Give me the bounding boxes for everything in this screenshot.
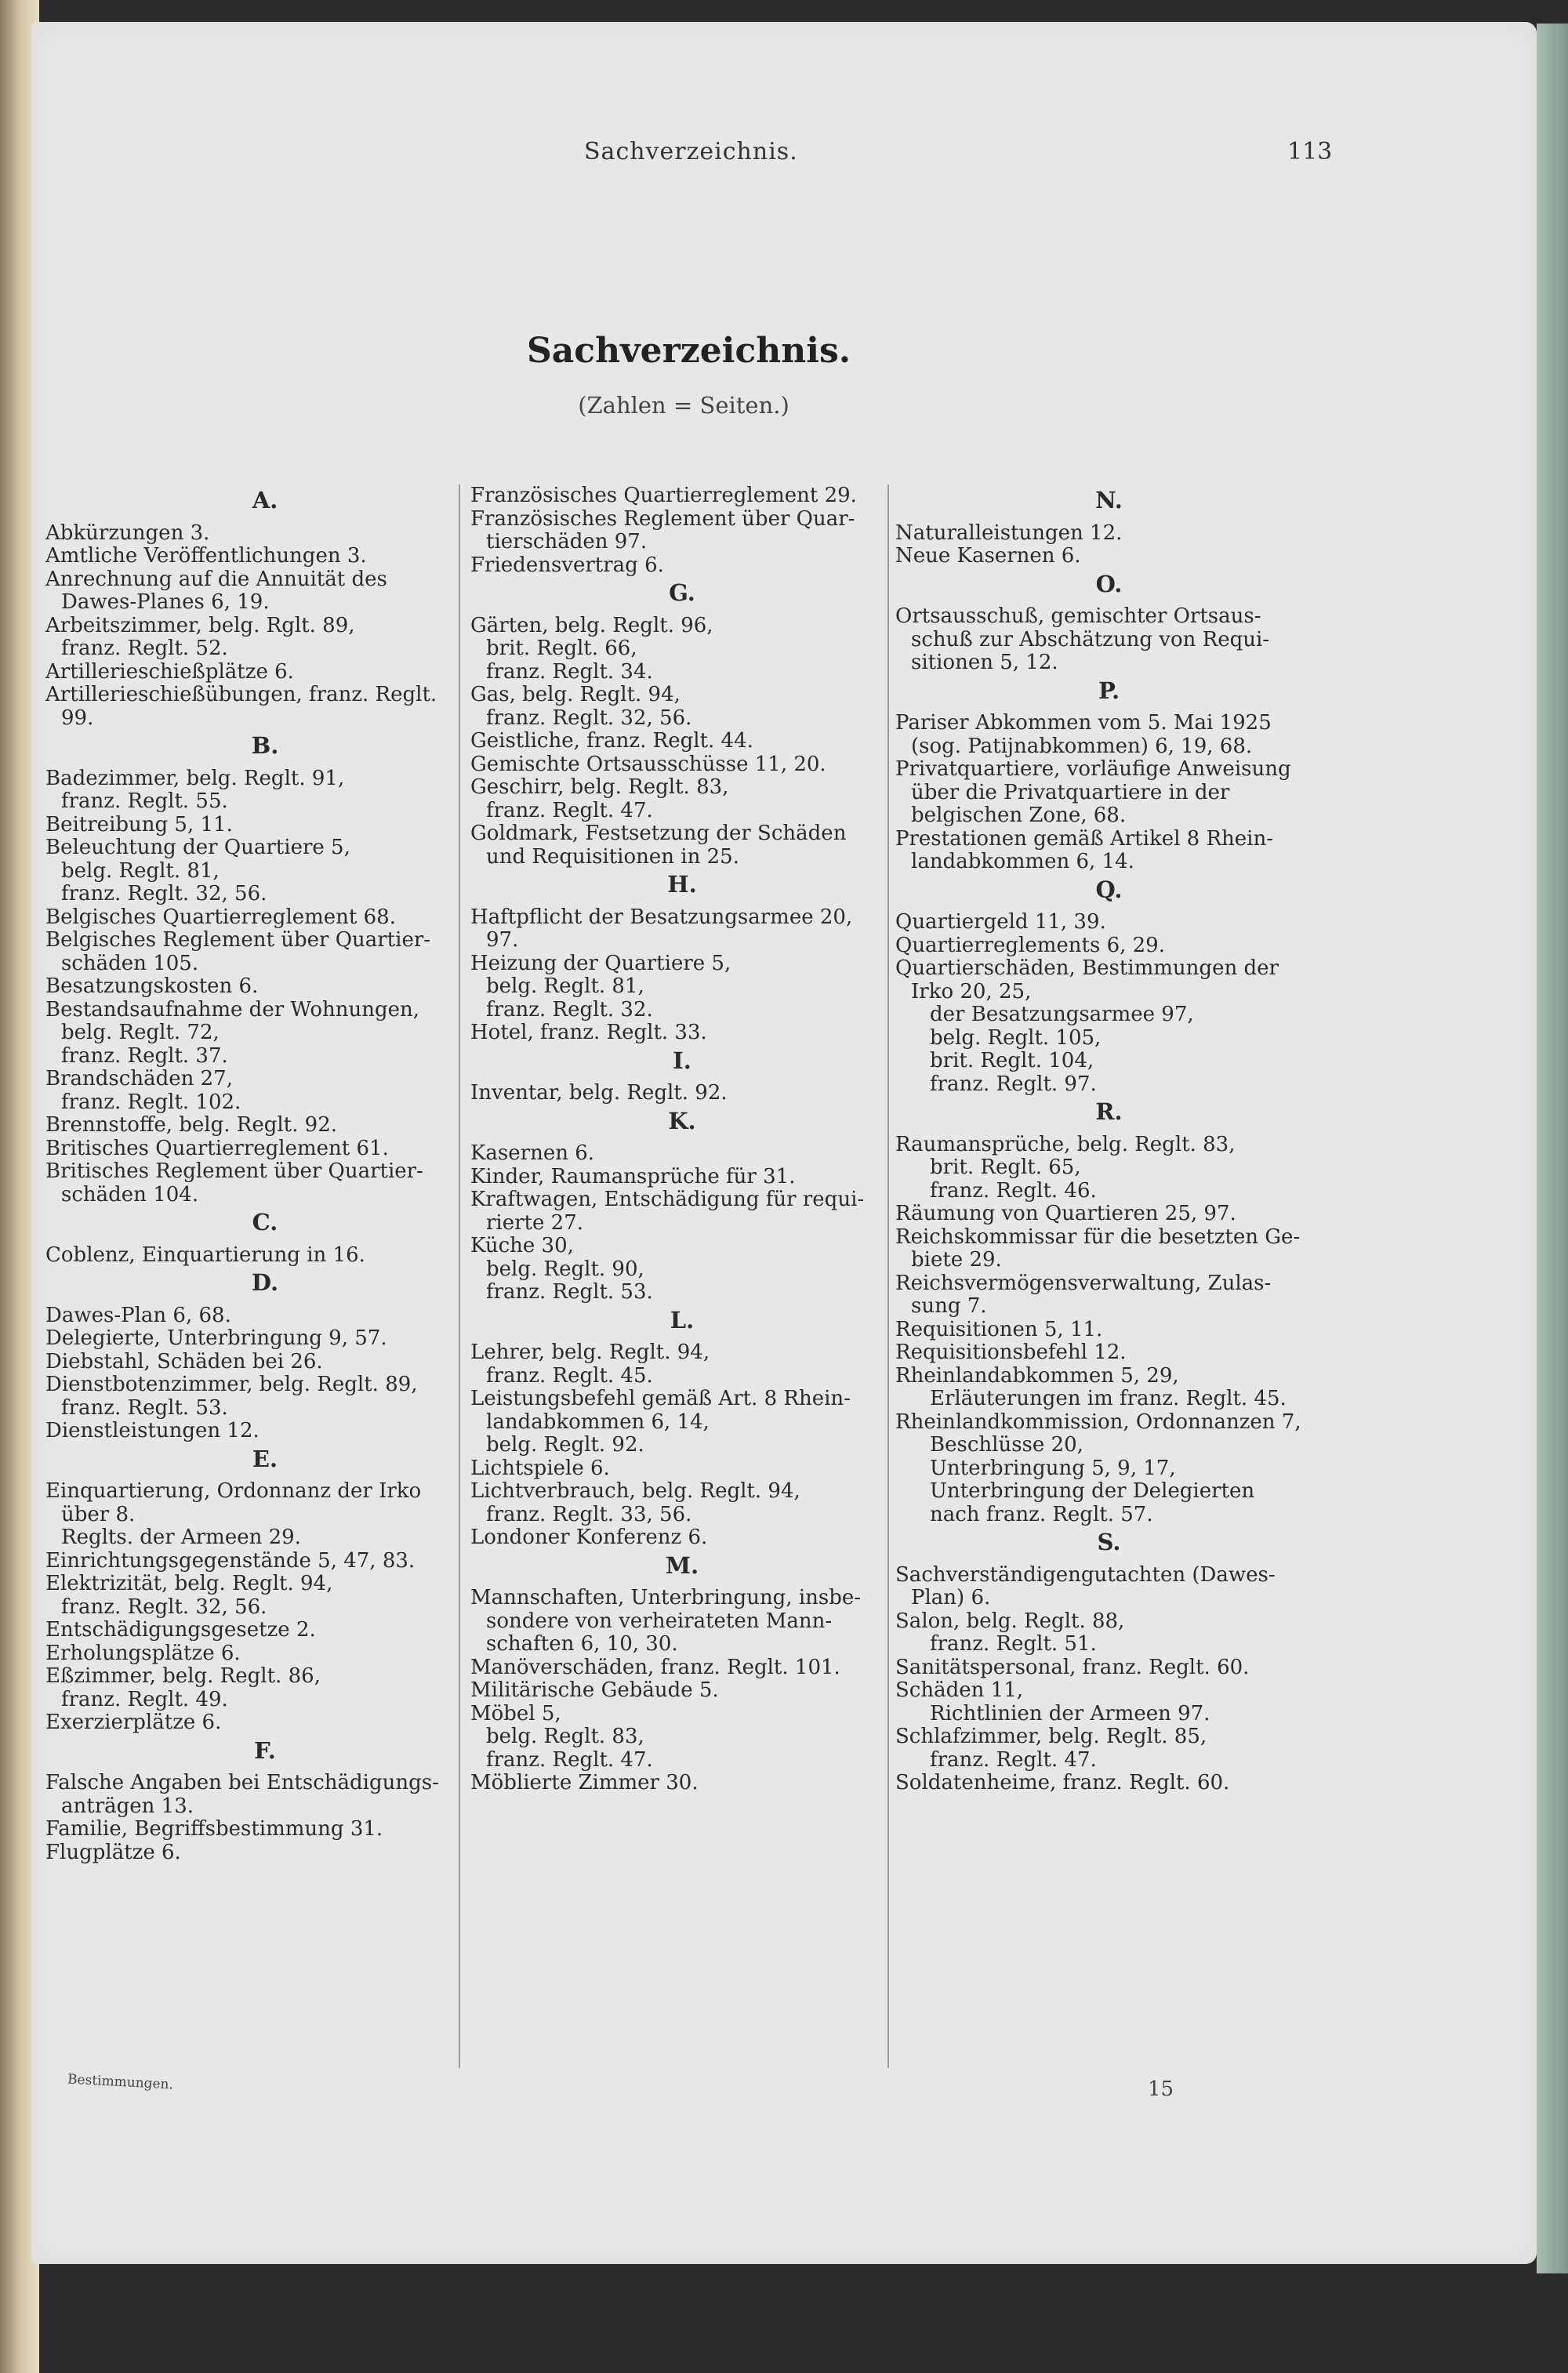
index-column-1 — [45, 484, 485, 1864]
index-entry: Raumansprüche, belg. Reglt. 83, — [895, 1132, 1236, 1156]
index-entry: Amtliche Veröffentlichungen 3. — [45, 544, 367, 568]
index-entry: Manöverschäden, franz. Reglt. 101. — [470, 1655, 840, 1679]
index-subentry: franz. Reglt. 33, 56. — [486, 1502, 692, 1526]
index-subentry: Reglts. der Armeen 29. — [61, 1526, 301, 1549]
index-entry: Dienstleistungen 12. — [45, 1419, 260, 1442]
index-section — [470, 1047, 894, 1105]
index-subentry: sondere von verheirateten Mann- — [486, 1609, 833, 1633]
index-subentry: landabkommen 6, 14. — [911, 850, 1134, 873]
section-letter: H. — [667, 871, 697, 898]
index-subentry: und Requisitionen in 25. — [486, 844, 739, 869]
index-entry: Heizung der Quartiere 5, — [470, 951, 731, 975]
index-section — [895, 1098, 1323, 1526]
index-section — [470, 1551, 894, 1795]
section-letter: B. — [251, 732, 279, 759]
index-entry: Kasernen 6. — [470, 1141, 595, 1165]
index-section — [45, 1211, 485, 1267]
index-entry: Dawes-Plan 6, 68. — [45, 1303, 231, 1327]
index-entry: Anrechnung auf die Annuität des — [45, 567, 387, 591]
index-subentry: belg. Reglt. 92. — [486, 1433, 644, 1457]
index-entry: Beleuchtung der Quartiere 5, — [45, 836, 350, 859]
index-subentry: franz. Reglt. 45. — [486, 1363, 653, 1388]
index-entry: Belgisches Quartierreglement 68. — [45, 905, 396, 929]
index-subentry: belg. Reglt. 105, — [930, 1025, 1102, 1050]
index-subentry: franz. Reglt. 53. — [61, 1395, 228, 1420]
index-subentry: sung 7. — [911, 1294, 987, 1318]
index-subentry: Dawes-Planes 6, 19. — [61, 590, 270, 614]
index-entry: Geschirr, belg. Reglt. 83, — [470, 775, 729, 799]
index-subentry: belg. Reglt. 81, — [61, 858, 220, 883]
index-subentry: 99. — [61, 706, 94, 730]
index-subentry: franz. Reglt. 47. — [930, 1747, 1097, 1772]
page-number: 113 — [1287, 138, 1333, 165]
index-entry: Rheinlandabkommen 5, 29, — [895, 1363, 1179, 1388]
running-title: Sachverzeichnis. — [584, 138, 798, 165]
index-section — [470, 1306, 894, 1550]
index-entry: Britisches Quartierreglement 61. — [45, 1136, 389, 1160]
index-title: Sachverzeichnis. — [527, 331, 851, 371]
index-subentry: franz. Reglt. 53. — [486, 1280, 653, 1304]
index-subentry: rierte 27. — [486, 1210, 584, 1235]
index-subentry: Richtlinien der Armeen 97. — [930, 1701, 1210, 1725]
index-entry: Hotel, franz. Reglt. 33. — [470, 1021, 707, 1044]
section-letter: S. — [1097, 1529, 1121, 1555]
index-entry: Britisches Reglement über Quartier- — [45, 1159, 423, 1183]
index-subentry: franz. Reglt. 52. — [61, 637, 228, 660]
index-entry: Reichskommissar für die besetzten Ge- — [895, 1225, 1301, 1249]
index-entry: Gas, belg. Reglt. 94, — [470, 683, 681, 706]
index-entry: Diebstahl, Schäden bei 26. — [45, 1349, 323, 1373]
index-section — [470, 579, 894, 869]
section-letter: P. — [1098, 677, 1120, 704]
index-subentry: schäden 105. — [61, 951, 199, 975]
index-entry: Sanitätspersonal, franz. Reglt. 60. — [895, 1655, 1250, 1679]
index-entry: Naturalleistungen 12. — [895, 521, 1123, 545]
index-entry: Schäden 11, — [895, 1678, 1024, 1702]
index-section — [470, 484, 894, 577]
index-entry: Ortsausschuß, gemischter Ortsaus- — [895, 604, 1261, 628]
index-subentry: franz. Reglt. 47. — [486, 798, 653, 822]
index-section — [895, 677, 1323, 874]
column-divider — [459, 484, 460, 2068]
index-entry: Gärten, belg. Reglt. 96, — [470, 613, 713, 637]
index-section — [45, 1736, 485, 1865]
index-entry: Quartierreglements 6, 29. — [895, 933, 1165, 957]
index-entry: Goldmark, Festsetzung der Schäden — [470, 822, 847, 845]
section-letter: G. — [669, 579, 695, 606]
index-subentry: der Besatzungsarmee 97, — [930, 1003, 1194, 1026]
section-letter: O. — [1095, 570, 1123, 597]
index-subentry: anträgen 13. — [61, 1794, 194, 1818]
index-entry: Beitreibung 5, 11. — [45, 812, 233, 836]
index-entry: Salon, belg. Reglt. 88, — [895, 1609, 1125, 1633]
section-letter: E. — [252, 1445, 278, 1472]
index-subentry: biete 29. — [911, 1248, 1002, 1272]
index-entry: Delegierte, Unterbringung 9, 57. — [45, 1326, 387, 1350]
index-subentry: Erläuterungen im franz. Reglt. 45. — [930, 1387, 1287, 1410]
index-subentry: Unterbringung 5, 9, 17, — [930, 1456, 1176, 1480]
section-letter: N. — [1095, 487, 1123, 513]
book-cover-edge — [1537, 24, 1568, 2273]
index-subentry: franz. Reglt. 49. — [61, 1687, 228, 1711]
index-subentry: franz. Reglt. 46. — [930, 1178, 1097, 1203]
index-subentry: franz. Reglt. 97. — [930, 1072, 1097, 1096]
index-entry: Abkürzungen 3. — [45, 521, 210, 545]
index-subentry: Irko 20, 25, — [911, 979, 1032, 1003]
index-entry: Reichsvermögensverwaltung, Zulas- — [895, 1271, 1272, 1295]
column-divider — [887, 484, 889, 2068]
index-entry: Coblenz, Einquartierung in 16. — [45, 1243, 365, 1267]
index-column-3 — [895, 484, 1323, 1795]
index-entry: Prestationen gemäß Artikel 8 Rhein- — [895, 826, 1274, 851]
index-subentry: schuß zur Abschätzung von Requi- — [911, 627, 1270, 651]
index-entry: Französisches Reglement über Quar- — [470, 506, 855, 531]
index-section — [470, 873, 894, 1045]
index-entry: Kraftwagen, Entschädigung für requi- — [470, 1188, 865, 1211]
index-subentry: brit. Reglt. 66, — [486, 637, 637, 660]
index-entry: Sachverständigengutachten (Dawes- — [895, 1562, 1276, 1587]
index-entry: Lichtspiele 6. — [470, 1456, 610, 1480]
index-entry: Leistungsbefehl gemäß Art. 8 Rhein- — [470, 1387, 851, 1410]
index-subentry: belg. Reglt. 72, — [61, 1021, 220, 1044]
index-entry: Eßzimmer, belg. Reglt. 86, — [45, 1664, 321, 1688]
index-entry: Möbel 5, — [470, 1701, 561, 1725]
index-subentry: belg. Reglt. 83, — [486, 1725, 644, 1748]
index-entry: Badezimmer, belg. Reglt. 91, — [45, 766, 345, 790]
section-letter: D. — [251, 1269, 279, 1296]
index-entry: Arbeitszimmer, belg. Rglt. 89, — [45, 613, 355, 637]
index-entry: Dienstbotenzimmer, belg. Reglt. 89, — [45, 1373, 418, 1396]
index-entry: Requisitionsbefehl 12. — [895, 1341, 1127, 1364]
index-subentry: franz. Reglt. 51. — [930, 1632, 1097, 1656]
sheet-number: 15 — [1148, 2077, 1174, 2101]
index-subentry: franz. Reglt. 32, 56. — [61, 1595, 267, 1619]
index-entry: Einrichtungsgegenstände 5, 47, 83. — [45, 1548, 416, 1573]
index-entry: Mannschaften, Unterbringung, insbe- — [470, 1586, 862, 1609]
index-entry: Brandschäden 27, — [45, 1067, 233, 1090]
signature-mark: Bestimmungen. — [67, 2071, 174, 2093]
index-subentry: über die Privatquartiere in der — [911, 780, 1230, 804]
section-letter: K. — [668, 1107, 696, 1134]
index-subentry: Beschlüsse 20, — [930, 1433, 1083, 1457]
index-subentry: schäden 104. — [61, 1182, 199, 1206]
index-entry: Falsche Angaben bei Entschädigungs- — [45, 1771, 439, 1794]
index-entry: Räumung von Quartieren 25, 97. — [895, 1202, 1236, 1225]
index-section — [45, 1445, 485, 1735]
book-page — [31, 22, 1537, 2264]
index-subentry: 97. — [486, 928, 519, 952]
index-entry: Rheinlandkommission, Ordonnanzen 7, — [895, 1410, 1301, 1434]
index-entry: Haftpflicht der Besatzungsarmee 20, — [470, 905, 853, 929]
index-subentry: franz. Reglt. 32, 56. — [61, 882, 267, 905]
index-entry: Kinder, Raumansprüche für 31. — [470, 1164, 796, 1188]
section-letter: L. — [670, 1306, 695, 1333]
index-entry: Quartierschäden, Bestimmungen der — [895, 956, 1279, 980]
index-subentry: belgischen Zone, 68. — [911, 804, 1127, 827]
index-subentry: brit. Reglt. 104, — [930, 1049, 1094, 1072]
index-entry: Schlafzimmer, belg. Reglt. 85, — [895, 1725, 1207, 1748]
index-entry: Familie, Begriffsbestimmung 31. — [45, 1817, 383, 1841]
index-entry: Gemischte Ortsausschüsse 11, 20. — [470, 752, 826, 776]
index-section — [895, 876, 1323, 1097]
index-entry: Lehrer, belg. Reglt. 94, — [470, 1341, 710, 1364]
index-section — [895, 489, 1323, 568]
index-subentry: belg. Reglt. 90, — [486, 1257, 644, 1281]
index-subentry: franz. Reglt. 102. — [61, 1090, 241, 1114]
index-entry: Friedensvertrag 6. — [470, 553, 664, 577]
index-entry: Artillerieschießplätze 6. — [45, 659, 294, 684]
index-subentry: franz. Reglt. 34. — [486, 659, 653, 684]
section-letter: I. — [673, 1047, 691, 1074]
index-subentry: belg. Reglt. 81, — [486, 974, 644, 998]
index-entry: Brennstoffe, belg. Reglt. 92. — [45, 1113, 338, 1137]
section-letter: R. — [1095, 1098, 1123, 1125]
index-entry: Belgisches Reglement über Quartier- — [45, 928, 431, 952]
index-entry: Artillerieschießübungen, franz. Reglt. — [45, 683, 437, 706]
index-subentry: tierschäden 97. — [486, 530, 648, 553]
index-section — [470, 1107, 894, 1304]
index-entry: Quartiergeld 11, 39. — [895, 910, 1106, 934]
index-section — [895, 570, 1323, 675]
index-entry: Entschädigungsgesetze 2. — [45, 1618, 316, 1642]
index-subentry: franz. Reglt. 47. — [486, 1747, 653, 1772]
index-entry: Elektrizität, belg. Reglt. 94, — [45, 1572, 333, 1595]
index-entry: Privatquartiere, vorläufige Anweisung — [895, 757, 1291, 781]
index-subentry: über 8. — [61, 1502, 136, 1526]
index-subtitle: (Zahlen = Seiten.) — [578, 392, 789, 419]
index-subentry: Plan) 6. — [911, 1586, 991, 1609]
index-entry: Einquartierung, Ordonnanz der Irko — [45, 1479, 422, 1503]
index-entry: Möblierte Zimmer 30. — [470, 1771, 699, 1794]
index-entry: Pariser Abkommen vom 5. Mai 1925 — [895, 711, 1272, 735]
index-entry: Flugplätze 6. — [45, 1840, 181, 1864]
index-entry: Küche 30, — [470, 1234, 574, 1257]
index-entry: Neue Kasernen 6. — [895, 544, 1081, 568]
index-subentry: sitionen 5, 12. — [911, 651, 1058, 674]
index-section — [45, 489, 485, 730]
index-entry: Soldatenheime, franz. Reglt. 60. — [895, 1771, 1230, 1794]
section-letter: Q. — [1095, 876, 1123, 903]
index-subentry: nach franz. Reglt. 57. — [930, 1502, 1153, 1526]
index-column-2 — [470, 484, 894, 1795]
index-subentry: franz. Reglt. 55. — [61, 789, 228, 813]
index-subentry: (sog. Patijnabkommen) 6, 19, 68. — [911, 734, 1253, 758]
index-subentry: landabkommen 6, 14, — [486, 1410, 710, 1434]
section-letter: C. — [252, 1209, 278, 1235]
index-subentry: franz. Reglt. 37. — [61, 1043, 228, 1068]
index-subentry: Unterbringung der Delegierten — [930, 1479, 1255, 1503]
index-entry: Geistliche, franz. Reglt. 44. — [470, 729, 753, 753]
section-letter: F. — [254, 1736, 276, 1764]
index-entry: Besatzungskosten 6. — [45, 974, 259, 998]
index-entry: Requisitionen 5, 11. — [895, 1317, 1103, 1341]
index-section — [45, 732, 485, 1206]
index-subentry: franz. Reglt. 32. — [486, 997, 653, 1021]
section-letter: M. — [665, 1551, 699, 1579]
index-subentry: schaften 6, 10, 30. — [486, 1632, 678, 1656]
section-letter: A. — [252, 487, 278, 513]
index-subentry: brit. Reglt. 65, — [930, 1156, 1081, 1179]
index-subentry: franz. Reglt. 32, 56. — [486, 706, 692, 730]
index-entry: Inventar, belg. Reglt. 92. — [470, 1081, 728, 1105]
index-section — [45, 1269, 485, 1443]
index-section — [895, 1531, 1323, 1795]
index-entry: Exerzierplätze 6. — [45, 1711, 222, 1734]
index-entry: Militärische Gebäude 5. — [470, 1678, 719, 1702]
index-entry: Französisches Quartierreglement 29. — [470, 484, 857, 507]
index-entry: Erholungsplätze 6. — [45, 1641, 241, 1665]
index-entry: Londoner Konferenz 6. — [470, 1526, 708, 1549]
index-entry: Bestandsaufnahme der Wohnungen, — [45, 997, 420, 1021]
index-entry: Lichtverbrauch, belg. Reglt. 94, — [470, 1479, 800, 1503]
